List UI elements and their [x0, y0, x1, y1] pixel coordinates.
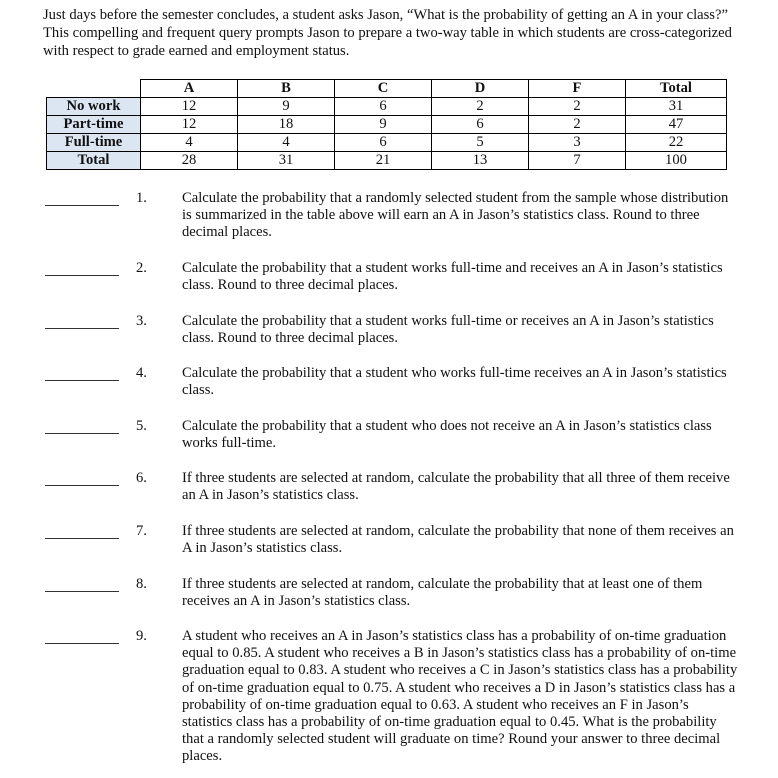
- table-cell: 9: [335, 116, 432, 134]
- question-number: 9.: [136, 628, 147, 644]
- table-total-row: [47, 152, 727, 170]
- answer-blank[interactable]: [45, 485, 119, 486]
- answer-blank[interactable]: [45, 380, 119, 381]
- table-cell: 12: [141, 98, 238, 116]
- question-number: 3.: [136, 313, 147, 329]
- row-header: Part-time: [47, 116, 141, 134]
- table-cell: 12: [141, 116, 238, 134]
- table-cell: 2: [529, 98, 626, 116]
- question-number: 8.: [136, 576, 147, 592]
- table-cell: 7: [529, 152, 626, 170]
- table-cell: 6: [335, 134, 432, 152]
- table-cell: 31: [238, 152, 335, 170]
- table-cell: 2: [529, 116, 626, 134]
- question-number: 7.: [136, 523, 147, 539]
- table-cell: 28: [141, 152, 238, 170]
- column-header: C: [335, 80, 432, 98]
- table-header-row: [47, 80, 727, 98]
- table-row: [47, 134, 727, 152]
- row-header: Full-time: [47, 134, 141, 152]
- question-text: Calculate the probability that a student who does not receive an A in Jason’s statistics class works full-time.: [182, 418, 712, 452]
- question-text: If three students are selected at random, calculate the probability that none of them receives an A in Jason’s statistics class.: [182, 523, 734, 557]
- table-cell: 22: [626, 134, 727, 152]
- question-text: Calculate the probability that a student who works full-time receives an A in Jason’s statistics class.: [182, 365, 727, 399]
- column-header: D: [432, 80, 529, 98]
- question-number: 5.: [136, 418, 147, 434]
- answer-blank[interactable]: [45, 433, 119, 434]
- question-number: 1.: [136, 190, 147, 206]
- answer-blank[interactable]: [45, 538, 119, 539]
- table-cell: 21: [335, 152, 432, 170]
- table-cell: 4: [141, 134, 238, 152]
- table-cell: 2: [432, 98, 529, 116]
- question-text: If three students are selected at random, calculate the probability that all three of them receive an A in Jason’s statistics class.: [182, 470, 730, 504]
- table-corner: [47, 80, 141, 98]
- table-row: [47, 116, 727, 134]
- answer-blank[interactable]: [45, 643, 119, 644]
- question-number: 2.: [136, 260, 147, 276]
- answer-blank[interactable]: [45, 328, 119, 329]
- table-row: [47, 98, 727, 116]
- column-header: A: [141, 80, 238, 98]
- table-cell: 13: [432, 152, 529, 170]
- question-text: Calculate the probability that a randomly selected student from the sample whose distribution is summarized in the table above will earn an A in Jason’s statistics class. Round to three decimal places.: [182, 190, 729, 241]
- answer-blank[interactable]: [45, 591, 119, 592]
- question-text: If three students are selected at random, calculate the probability that at least one of them receives an A in Jason’s statistics class.: [182, 576, 703, 610]
- column-header: F: [529, 80, 626, 98]
- question-text: A student who receives an A in Jason’s statistics class has a probability of on-time graduation equal to 0.85. A student who receives a B in Jason’s statistics class has a probability of on-time graduation equal to 0.83. A student who receives a C in Jason’s statistics class has a probability of on-time graduation equal to 0.75. A student who receives a D in Jason’s statistics class has a probability of on-time graduation equal to 0.63. A student who receives an F in Jason’s statistics class has a probability of on-time graduation equal to 0.45. What is the probability that a randomly selected student will graduate on time? Round your answer to three decimal places.: [182, 628, 738, 765]
- answer-blank[interactable]: [45, 275, 119, 276]
- table-cell: 6: [432, 116, 529, 134]
- intro-paragraph: Just days before the semester concludes, a student asks Jason, “What is the probability of getting an A in your class?” This compelling and frequent query prompts Jason to prepare a two-way table in which students are cross-categorized with respect to grade earned and employment status.: [43, 7, 732, 59]
- table-cell: 9: [238, 98, 335, 116]
- table-cell: 31: [626, 98, 727, 116]
- column-header: B: [238, 80, 335, 98]
- question-text: Calculate the probability that a student works full-time and receives an A in Jason’s statistics class. Round to three decimal places.: [182, 260, 723, 294]
- table-cell: 100: [626, 152, 727, 170]
- table-cell: 3: [529, 134, 626, 152]
- question-number: 6.: [136, 470, 147, 486]
- question-text: Calculate the probability that a student works full-time or receives an A in Jason’s statistics class. Round to three decimal places.: [182, 313, 714, 347]
- answer-blank[interactable]: [45, 205, 119, 206]
- row-header: Total: [47, 152, 141, 170]
- column-header: Total: [626, 80, 727, 98]
- question-number: 4.: [136, 365, 147, 381]
- table-cell: 5: [432, 134, 529, 152]
- table-cell: 18: [238, 116, 335, 134]
- two-way-table: [46, 79, 727, 170]
- table-cell: 47: [626, 116, 727, 134]
- row-header: No work: [47, 98, 141, 116]
- table-cell: 4: [238, 134, 335, 152]
- table-cell: 6: [335, 98, 432, 116]
